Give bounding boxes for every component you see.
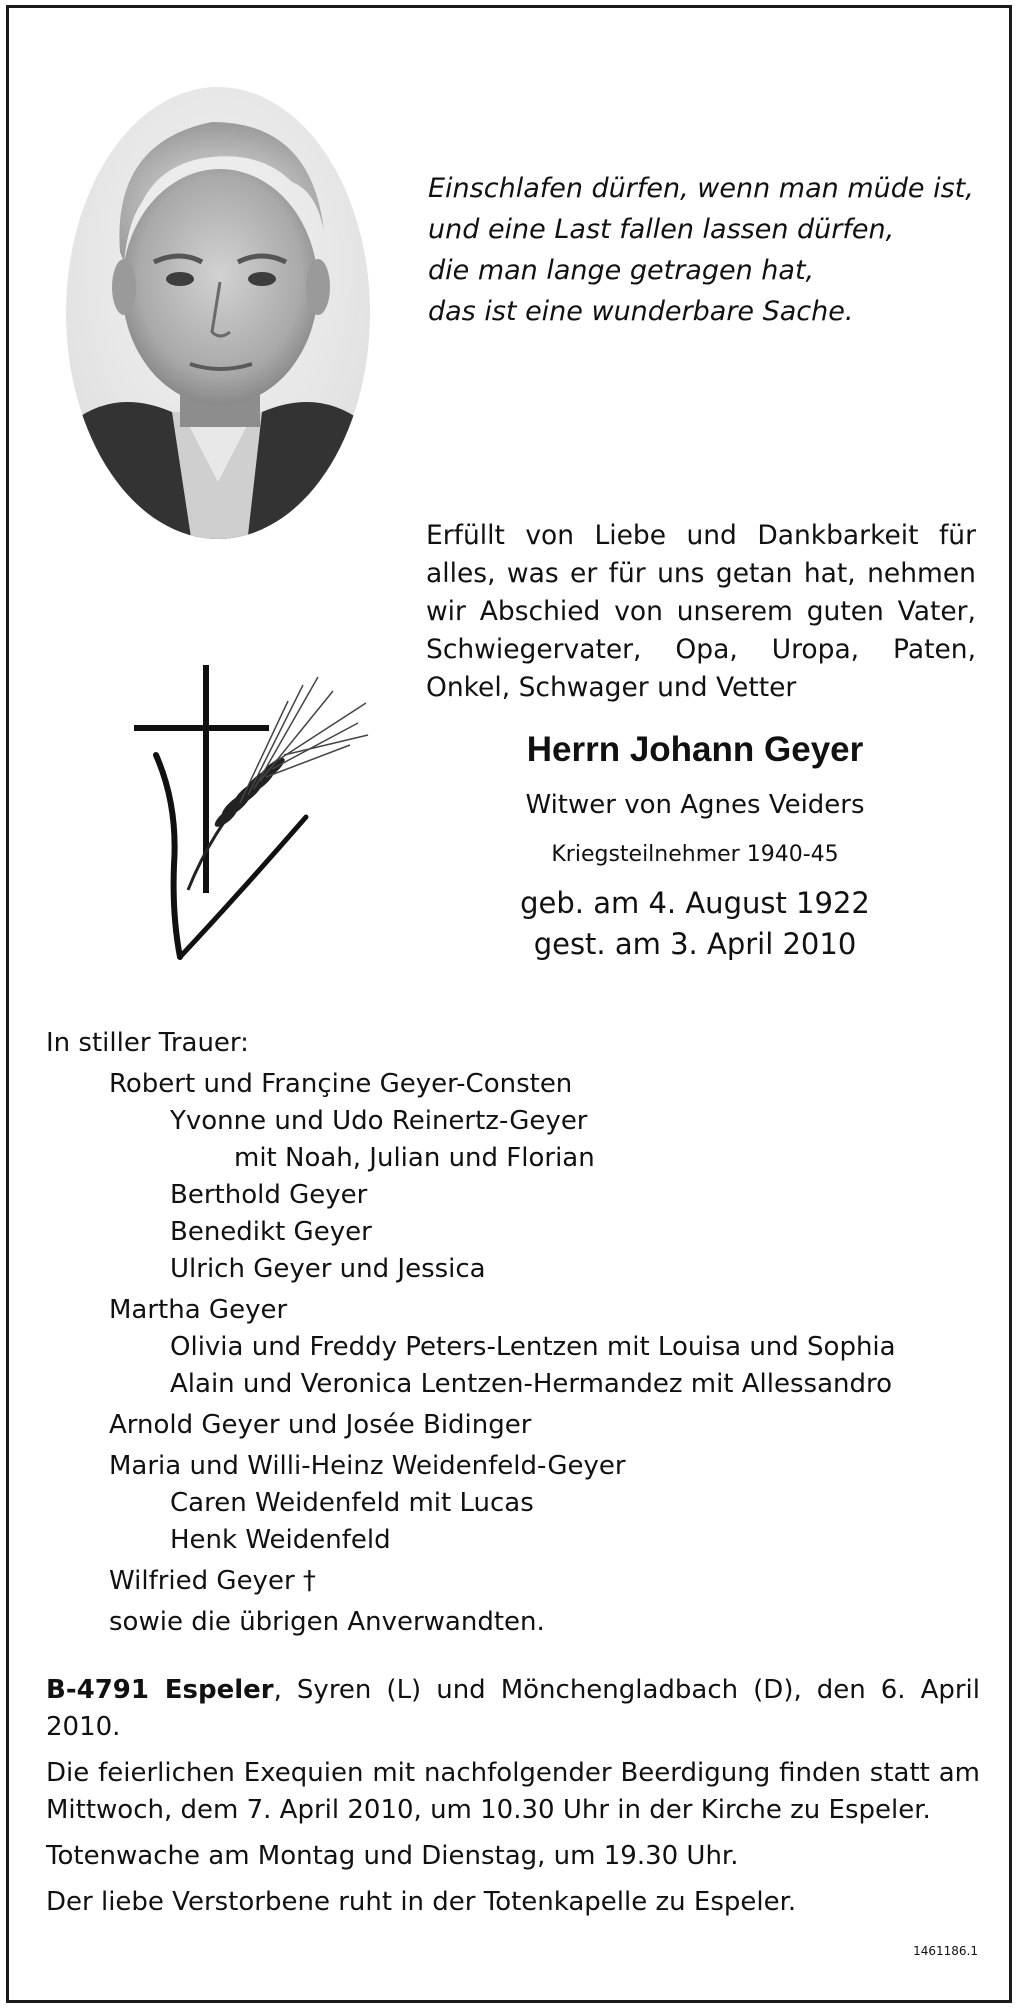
exequien-text: Die feierlichen Exequien mit nachfolgender Beerdigung finden statt am Mittwoch, dem 7. April 2010, um 10.30 Uhr in der Kirche zu Espeler. bbox=[46, 1758, 980, 1825]
mourner-line: Ulrich Geyer und Jessica bbox=[170, 1254, 486, 1284]
intro-paragraph bbox=[426, 517, 976, 707]
intro-word: alles, bbox=[426, 558, 496, 589]
intro-word: guten bbox=[806, 596, 884, 627]
intro-line bbox=[426, 517, 976, 555]
intro-word: für bbox=[938, 520, 976, 551]
intro-word: getan bbox=[715, 558, 793, 589]
resting-place-text: Der liebe Verstorbene ruht in der Totenkapelle zu Espeler. bbox=[46, 1887, 797, 1917]
intro-word: er bbox=[570, 558, 598, 589]
mourner-line: Maria und Willi-Heinz Weidenfeld-Geyer bbox=[109, 1451, 626, 1481]
mourner-line: Berthold Geyer bbox=[170, 1180, 368, 1210]
cross-with-wheat-icon bbox=[128, 665, 373, 965]
quote-line: das ist eine wunderbare Sache. bbox=[428, 296, 854, 327]
intro-word: Schwiegervater, bbox=[426, 634, 642, 665]
mourner-line: Yvonne und Udo Reinertz-Geyer bbox=[170, 1106, 588, 1136]
intro-word: was bbox=[506, 558, 559, 589]
mourner-line: Arnold Geyer und Josée Bidinger bbox=[109, 1410, 532, 1440]
intro-word: Paten, bbox=[893, 634, 976, 665]
intro-word: wir bbox=[426, 596, 466, 627]
mourner-line: Alain und Veronica Lentzen-Hermandez mit Allessandro bbox=[170, 1369, 893, 1399]
mourner-line: Robert und Françine Geyer-Consten bbox=[109, 1069, 573, 1099]
quote-line: Einschlafen dürfen, wenn man müde ist, bbox=[428, 173, 974, 204]
intro-line bbox=[426, 631, 976, 669]
widower-line: Witwer von Agnes Veiders bbox=[525, 790, 865, 820]
death-date: gest. am 3. April 2010 bbox=[533, 927, 857, 961]
portrait-photo bbox=[62, 82, 374, 544]
reference-number: 1461186.1 bbox=[913, 1944, 978, 1958]
deceased-block bbox=[430, 730, 960, 965]
quote-line: und eine Last fallen lassen dürfen, bbox=[428, 214, 895, 245]
mourner-line: mit Noah, Julian und Florian bbox=[234, 1143, 595, 1173]
intro-word: Vater, bbox=[897, 596, 976, 627]
intro-word: Uropa, bbox=[771, 634, 860, 665]
intro-word: nehmen bbox=[867, 558, 976, 589]
intro-word: und bbox=[686, 520, 737, 551]
intro-word: Liebe bbox=[594, 520, 667, 551]
funeral-details bbox=[46, 1672, 980, 1930]
quote-line: die man lange getragen hat, bbox=[428, 255, 815, 286]
mourner-line: Caren Weidenfeld mit Lucas bbox=[170, 1488, 534, 1518]
intro-word: Dankbarkeit bbox=[757, 520, 919, 551]
intro-line bbox=[426, 555, 976, 593]
intro-word: Erfüllt bbox=[426, 520, 505, 551]
mourner-line: Wilfried Geyer † bbox=[109, 1566, 316, 1596]
mourners-heading: In stiller Trauer: bbox=[46, 1028, 249, 1058]
intro-word: hat, bbox=[803, 558, 856, 589]
intro-word: für bbox=[608, 558, 646, 589]
wake-text: Totenwache am Montag und Dienstag, um 19.30 Uhr. bbox=[46, 1841, 739, 1871]
place-date-rest: , Syren (L) und Mönchengladbach (D), den 6. April 2010. bbox=[46, 1675, 981, 1742]
place-name: B-4791 Espeler bbox=[46, 1675, 274, 1705]
mourners-list bbox=[46, 1025, 976, 1641]
life-dates bbox=[430, 883, 960, 965]
mourner-line: Martha Geyer bbox=[109, 1295, 288, 1325]
intro-word: unserem bbox=[676, 596, 793, 627]
intro-line: Onkel, Schwager und Vetter bbox=[426, 672, 797, 703]
intro-line bbox=[426, 593, 976, 631]
mourner-line: Henk Weidenfeld bbox=[170, 1525, 391, 1555]
intro-word: Opa, bbox=[675, 634, 738, 665]
mourner-line: Benedikt Geyer bbox=[170, 1217, 372, 1247]
intro-word: von bbox=[525, 520, 575, 551]
intro-word: uns bbox=[657, 558, 705, 589]
mourner-line: sowie die übrigen Anverwandten. bbox=[109, 1607, 545, 1637]
quote-block bbox=[428, 168, 974, 332]
place-date-line bbox=[46, 1672, 980, 1746]
intro-word: von bbox=[614, 596, 663, 627]
birth-date: geb. am 4. August 1922 bbox=[520, 886, 870, 920]
deceased-name: Herrn Johann Geyer bbox=[526, 730, 864, 769]
mourner-line: Olivia und Freddy Peters-Lentzen mit Louisa und Sophia bbox=[170, 1332, 896, 1362]
intro-word: Abschied bbox=[479, 596, 601, 627]
war-participant-line: Kriegsteilnehmer 1940-45 bbox=[551, 842, 839, 867]
